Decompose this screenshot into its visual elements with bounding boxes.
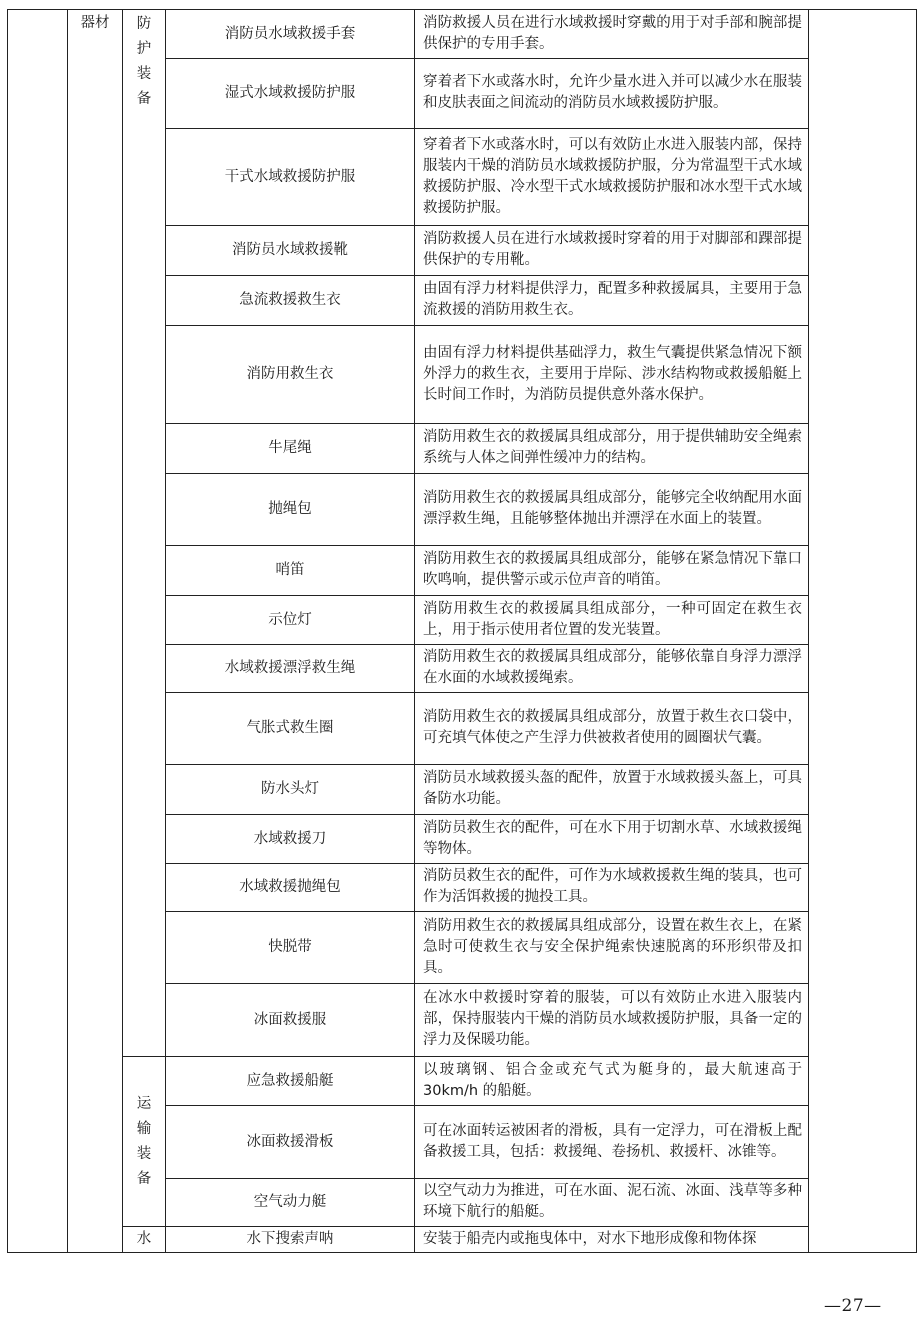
item-name-cell: 水域救援刀 <box>166 815 415 864</box>
item-name-cell: 应急救援船艇 <box>166 1057 415 1106</box>
item-desc-cell: 消防用救生衣的救援属具组成部分，一种可固定在救生衣上，用于指示使用者位置的发光装置。 <box>415 596 809 645</box>
item-name-cell: 消防用救生衣 <box>166 326 415 424</box>
item-desc-cell: 穿着者下水或落水时，可以有效防止水进入服装内部，保持服装内干燥的消防员水域救援防护服，分为常温型干式水域救援防护服、冷水型干式水域救援防护服和冰水型干式水域救援防护服。 <box>415 129 809 226</box>
item-name-cell: 抛绳包 <box>166 474 415 546</box>
table-row <box>8 1227 917 1253</box>
item-name-cell: 消防员水域救援手套 <box>166 10 415 59</box>
item-name-cell: 空气动力艇 <box>166 1179 415 1227</box>
item-desc-cell: 消防用救生衣的救援属具组成部分，用于提供辅助安全绳索系统与人体之间弹性缓冲力的结构。 <box>415 424 809 474</box>
item-name-cell: 消防员水域救援靴 <box>166 226 415 276</box>
item-desc-cell: 安装于船壳内或拖曳体中，对水下地形成像和物体探 <box>415 1227 809 1253</box>
blank-column-cell <box>8 10 68 1253</box>
remarks-column-cell <box>809 10 917 1253</box>
item-desc-cell: 消防用救生衣的救援属具组成部分，能够完全收纳配用水面漂浮救生绳，且能够整体抛出并漂浮在水面上的装置。 <box>415 474 809 546</box>
item-desc-cell: 由固有浮力材料提供基础浮力，救生气囊提供紧急情况下额外浮力的救生衣，主要用于岸际、涉水结构物或救援船艇上长时间工作时，为消防员提供意外落水保护。 <box>415 326 809 424</box>
item-desc-cell: 可在冰面转运被困者的滑板，具有一定浮力，可在滑板上配备救援工具，包括：救援绳、卷扬机、救援杆、冰锥等。 <box>415 1106 809 1179</box>
equipment-table <box>7 9 917 1253</box>
item-name-cell: 冰面救援服 <box>166 984 415 1057</box>
group-label: 运输装备 <box>136 1095 152 1187</box>
item-name-cell: 水域救援抛绳包 <box>166 864 415 912</box>
group-label: 防护装备 <box>136 16 152 107</box>
page-number: —27— <box>824 1296 882 1316</box>
item-name-cell: 水域救援漂浮救生绳 <box>166 645 415 693</box>
item-name-cell: 示位灯 <box>166 596 415 645</box>
item-name-cell: 干式水域救援防护服 <box>166 129 415 226</box>
table-row <box>8 1057 917 1106</box>
table-row <box>8 10 917 59</box>
item-desc-cell: 消防员水域救援头盔的配件，放置于水域救援头盔上，可具备防水功能。 <box>415 765 809 815</box>
group-cell-water <box>123 1227 166 1253</box>
item-desc-cell: 以空气动力为推进，可在水面、泥石流、冰面、浅草等多种环境下航行的船艇。 <box>415 1179 809 1227</box>
item-desc-cell: 穿着者下水或落水时，允许少量水进入并可以减少水在服装和皮肤表面之间流动的消防员水域救援防护服。 <box>415 59 809 129</box>
item-desc-cell: 由固有浮力材料提供浮力，配置多种救援属具，主要用于急流救援的消防用救生衣。 <box>415 276 809 326</box>
item-desc-cell: 在冰水中救援时穿着的服装，可以有效防止水进入服装内部，保持服装内干燥的消防员水域救援防护服，具备一定的浮力及保暖功能。 <box>415 984 809 1057</box>
item-name-cell: 哨笛 <box>166 546 415 596</box>
group-cell-transport <box>123 1057 166 1227</box>
item-desc-cell: 消防用救生衣的救援属具组成部分，能够依靠自身浮力漂浮在水面的水域救援绳索。 <box>415 645 809 693</box>
group-label: 水 <box>136 1231 152 1247</box>
item-desc-cell: 消防员救生衣的配件，可作为水域救援救生绳的装具，也可作为活饵救援的抛投工具。 <box>415 864 809 912</box>
item-desc-cell: 消防用救生衣的救援属具组成部分，能够在紧急情况下靠口吹鸣响，提供警示或示位声音的哨笛。 <box>415 546 809 596</box>
item-desc-cell: 消防用救生衣的救援属具组成部分，设置在救生衣上，在紧急时可使救生衣与安全保护绳索快速脱离的环形织带及扣具。 <box>415 912 809 984</box>
item-name-cell: 快脱带 <box>166 912 415 984</box>
item-name-cell: 水下搜索声呐 <box>166 1227 415 1253</box>
item-desc-cell: 消防用救生衣的救援属具组成部分，放置于救生衣口袋中，可充填气体使之产生浮力供被救者使用的圆圈状气囊。 <box>415 693 809 765</box>
item-desc-cell: 以玻璃钢、铝合金或充气式为艇身的，最大航速高于30km/h 的船艇。 <box>415 1057 809 1106</box>
item-name-cell: 冰面救援滑板 <box>166 1106 415 1179</box>
item-desc-cell: 消防救援人员在进行水域救援时穿着的用于对脚部和踝部提供保护的专用靴。 <box>415 226 809 276</box>
item-name-cell: 急流救援救生衣 <box>166 276 415 326</box>
item-name-cell: 牛尾绳 <box>166 424 415 474</box>
item-name-cell: 气胀式救生圈 <box>166 693 415 765</box>
item-desc-cell: 消防救援人员在进行水域救援时穿戴的用于对手部和腕部提供保护的专用手套。 <box>415 10 809 59</box>
item-desc-cell: 消防员救生衣的配件，可在水下用于切割水草、水域救援绳等物体。 <box>415 815 809 864</box>
item-name-cell: 防水头灯 <box>166 765 415 815</box>
category-cell: 器材 <box>68 10 123 1253</box>
group-cell-protective <box>123 10 166 1057</box>
item-name-cell: 湿式水域救援防护服 <box>166 59 415 129</box>
